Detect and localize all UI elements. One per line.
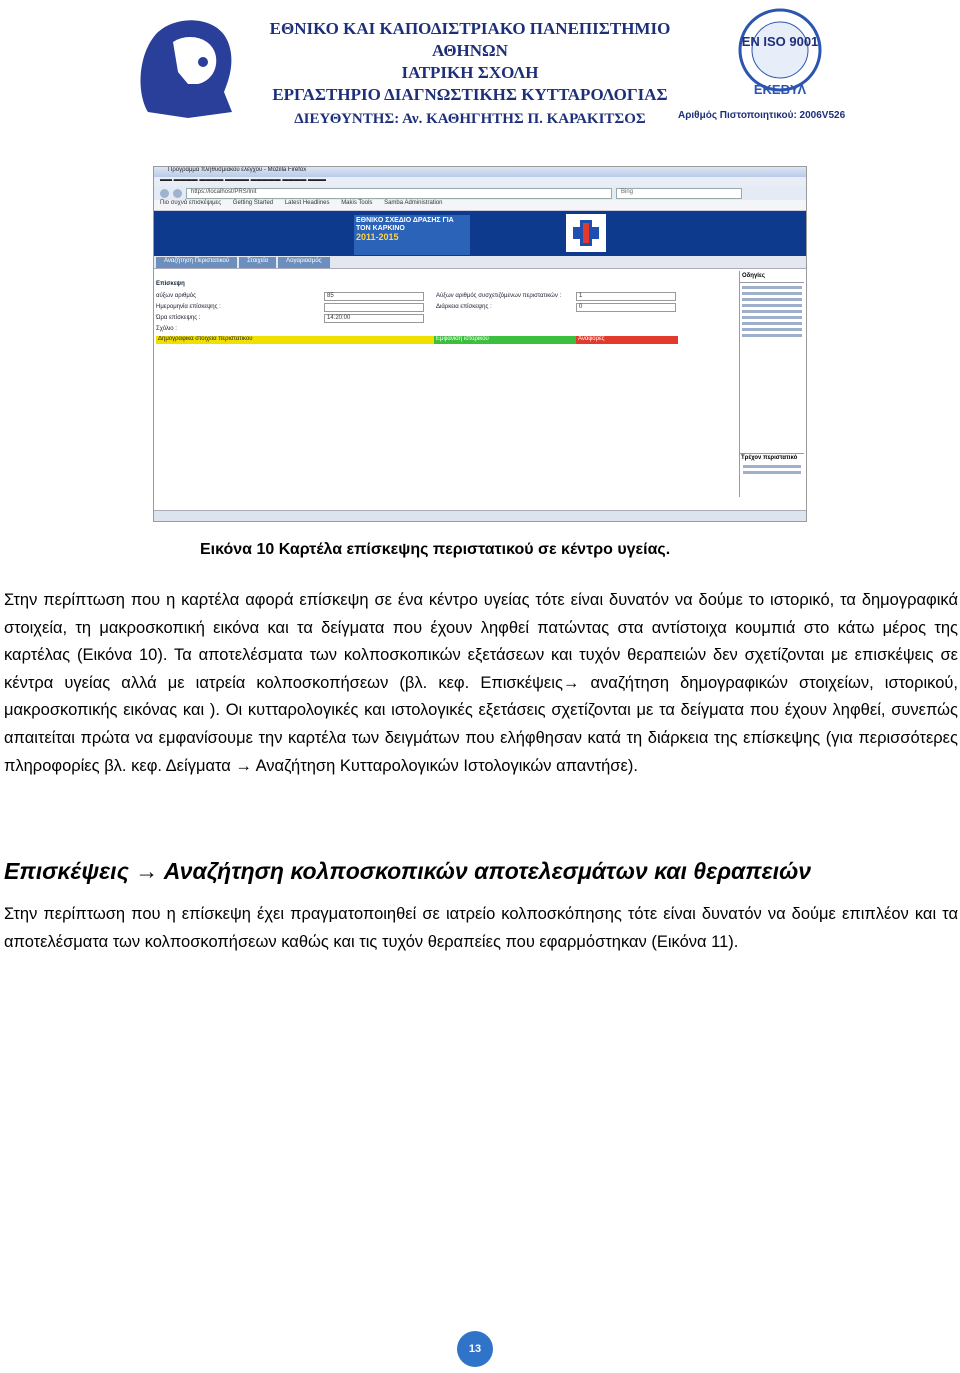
tab-account[interactable]: Λογαριασμός <box>278 257 329 268</box>
bookmark-item[interactable]: Latest Headlines <box>284 200 330 206</box>
field-input[interactable]: 0 <box>576 303 676 312</box>
tab-search-case[interactable]: Αναζήτηση Περιστατικού <box>156 257 237 268</box>
visit-form <box>156 281 736 344</box>
section-heading: Επισκέψεις → Αναζήτηση κολποσκοπικών αποτελεσμάτων και θεραπειών <box>4 858 812 884</box>
banner-years: 2011-2015 <box>356 232 399 242</box>
app-banner <box>154 211 806 256</box>
paragraph: Στην περίπτωση που η καρτέλα αφορά επίσκεψη σε ένα κέντρο υγείας τότε είναι δυνατόν να δούμε το ιστορικό, τα δημογραφικά στοιχεία, τη μακροσκοπική εικόνα και τα δείγματα που έχουν ληφθεί πατώντας στα αντίστοιχα κουμπιά στο κάτω μέρος της καρτέλας (Εικόνα 10). Τα αποτελέσματα των κολποσκοπικών εξετάσεων και τυχόν θεραπειών δεν σχετίζονται με επισκέψεις σε κέντρα υγείας αλλά με ιατρεία κολποσκοπήσεων (βλ. κεφ. Επισκέψεις→ αναζήτηση δημογραφικών στοιχείων, ιστορικού, μακροσκοπικής εικόνας και ). Οι κυτταρολογικές και ιστολογικές εξετάσεις σχετίζονται με τα δείγματα που έχουν ληφθεί, συνεπώς απαιτείται πρώτα να εμφανίσουμε την καρτέλα των δειγμάτων που ελήφθησαν κατά τη διάρκεια της επίσκεψης (για περισσότερες πληροφορίες βλ. κεφ. Δείγματα → Αναζήτηση Κυτταρολογικών Ιστολογικών απαντήσε). <box>4 591 958 775</box>
field-label: αύξων αριθμός <box>156 293 197 299</box>
field-label: Αύξων αριθμός συσχετιζόμενων περιστατικών : <box>436 293 562 299</box>
browser-nav-bar <box>154 186 806 200</box>
form-row <box>156 302 736 313</box>
school-name: ΙΑΤΡΙΚΗ ΣΧΟΛΗ <box>401 63 539 82</box>
browser-status-bar <box>154 510 806 521</box>
certificate-number: Αριθμός Πιστοποιητικού: 2006V526 <box>678 110 846 121</box>
field-input[interactable] <box>324 303 424 312</box>
field-label: Ώρα επίσκεψης : <box>156 315 201 321</box>
bookmarks-bar <box>154 200 806 211</box>
bookmark-item[interactable]: Samba Administration <box>384 200 443 206</box>
back-icon[interactable] <box>160 189 169 198</box>
current-case-box <box>740 453 804 478</box>
browser-title-bar: Πρόγραμμα πληθυσμιακού ελέγχου - Mozilla Firefox <box>154 167 806 177</box>
action-bar-row <box>156 336 736 344</box>
iso-certification-seal <box>725 6 835 98</box>
history-button[interactable]: Εμφάνιση ιστορικού <box>434 336 576 344</box>
form-row <box>156 313 736 324</box>
url-field[interactable]: https://localhost/PRS/Init <box>186 188 612 199</box>
bookmark-item[interactable]: Πιο συχνά επισκέψιμες <box>160 200 222 206</box>
browser-menu-bar <box>154 177 806 186</box>
menu-placeholder: ▬▬ ▬▬▬▬ ▬▬▬▬ ▬▬▬▬ ▬▬▬▬▬ ▬▬▬▬ ▬▬▬ <box>160 177 327 183</box>
forward-icon[interactable] <box>173 189 182 198</box>
page-number: 13 <box>457 1331 493 1367</box>
field-label: Διάρκεια επίσκεψης : <box>436 304 492 310</box>
director-line: ΔΙΕΥΘΥΝΤΗΣ: Αν. ΚΑΘΗΓΗΤΗΣ Π. ΚΑΡΑΚΙΤΣΟΣ <box>294 111 646 127</box>
ministry-logo <box>566 214 606 252</box>
tab-data[interactable]: Στοιχεία <box>239 257 276 268</box>
search-field[interactable]: Bing <box>616 188 742 199</box>
figure-screenshot <box>153 166 807 522</box>
bookmark-item[interactable]: Getting Started <box>232 200 274 206</box>
field-label: Σχόλιο : <box>156 326 177 332</box>
university-logo <box>128 12 244 122</box>
university-city: ΑΘΗΝΩΝ <box>432 41 508 60</box>
instructions-sidebar <box>739 271 804 497</box>
form-row <box>156 324 736 335</box>
form-title: Επίσκεψη <box>156 281 185 287</box>
figure-caption: Εικόνα 10 Καρτέλα επίσκεψης περιστατικού σε κέντρο υγείας. <box>200 541 671 558</box>
field-label: Ημερομηνία επίσκεψης : <box>156 304 221 310</box>
demographics-button[interactable]: Δημογραφικά στοιχεία περιστατικού <box>156 336 434 344</box>
university-name: ΕΘΝΙΚΟ ΚΑΙ ΚΑΠΟΔΙΣΤΡΙΑΚΟ ΠΑΝΕΠΙΣΤΗΜΙΟ <box>269 19 671 38</box>
app-tabs <box>154 256 806 269</box>
header-text <box>250 18 690 130</box>
current-case-title: Τρέχον περιστατικό <box>741 455 798 461</box>
paragraph: Στην περίπτωση που η επίσκεψη έχει πραγματοποιηθεί σε ιατρείο κολποσκόπησης τότε είναι δυνατόν να δούμε επιπλέον και τα αποτελέσματα των κολποσκοπήσεων καθώς και τις τυχόν θεραπείες που εφαρμόστηκαν (Εικόνα 11). <box>4 905 958 951</box>
field-input[interactable]: 14:20:00 <box>324 314 424 323</box>
sidebar-title: Οδηγίες <box>740 271 804 283</box>
bookmark-item[interactable]: Makis Tools <box>341 200 373 206</box>
banner-title-box <box>354 215 470 255</box>
banner-title: ΕΘΝΙΚΟ ΣΧΕΔΙΟ ΔΡΑΣΗΣ ΓΙΑ ΤΟΝ ΚΑΡΚΙΝΟ <box>356 217 454 232</box>
lab-name: ΕΡΓΑΣΤΗΡΙΟ ΔΙΑΓΝΩΣΤΙΚΗΣ ΚΥΤΤΑΡΟΛΟΓΙΑΣ <box>272 85 668 104</box>
iso-seal-text: EN ISO 9001 <box>741 34 819 49</box>
form-row <box>156 291 736 302</box>
iso-org-text: ΕΚΕΒΥΛ <box>753 82 807 97</box>
page-header <box>0 0 960 140</box>
field-input[interactable]: 1 <box>576 292 676 301</box>
reports-button[interactable]: Αναφορές <box>576 336 678 344</box>
field-input[interactable]: 85 <box>324 292 424 301</box>
